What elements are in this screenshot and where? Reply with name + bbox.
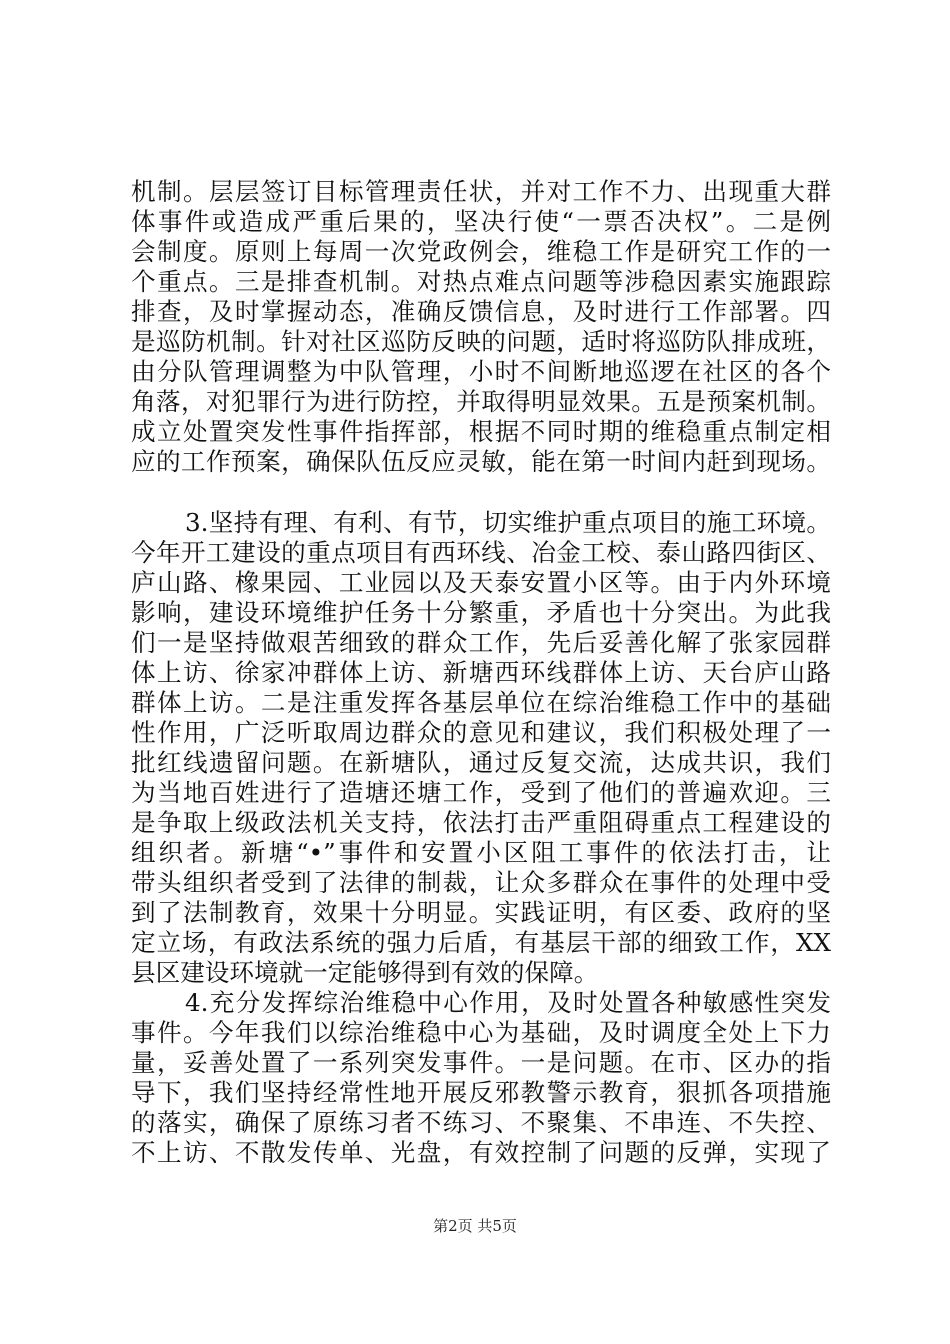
paragraph-2-line-1: 3.坚持有理、有利、有节，切实维护重点项目的施工环境。	[185, 508, 831, 537]
paragraph-2-line-14: 到了法制教育，效果十分明显。实践证明，有区委、政府的坚	[131, 898, 831, 927]
paragraph-2-line-4: 影响，建设环境维护任务十分繁重，矛盾也十分突出。为此我	[131, 598, 831, 627]
paragraph-3-line-2: 事件。今年我们以综治维稳中心为基础，及时调度全处上下力	[131, 1018, 831, 1047]
paragraph-2-line-10: 为当地百姓进行了造塘还塘工作，受到了他们的普遍欢迎。三	[131, 778, 831, 807]
paragraph-3-line-3: 量，妥善处置了一系列突发事件。一是问题。在市、区办的指	[131, 1048, 831, 1077]
paragraph-1-line-9: 成立处置突发性事件指挥部，根据不同时期的维稳重点制定相	[131, 417, 831, 446]
paragraph-3-line-6: 不上访、不散发传单、光盘，有效控制了问题的反弹，实现了	[131, 1138, 831, 1167]
paragraph-1-line-5: 排查，及时掌握动态，准确反馈信息，及时进行工作部署。四	[131, 297, 831, 326]
paragraph-2-line-6: 体上访、徐家冲群体上访、新塘西环线群体上访、天台庐山路	[131, 658, 831, 687]
paragraph-1-line-7: 由分队管理调整为中队管理，小时不间断地巡逻在社区的各个	[131, 357, 831, 386]
paragraph-1-line-1: 机制。层层签订目标管理责任状，并对工作不力、出现重大群	[131, 177, 831, 206]
paragraph-1-line-2: 体事件或造成严重后果的，坚决行使“一票否决权”。二是例	[131, 207, 831, 236]
paragraph-2-line-8: 性作用，广泛听取周边群众的意见和建议，我们积极处理了一	[131, 718, 831, 747]
paragraph-2-line-12: 组织者。新塘“•”事件和安置小区阻工事件的依法打击，让	[131, 838, 831, 867]
paragraph-2-line-3: 庐山路、橡果园、工业园以及天泰安置小区等。由于内外环境	[131, 568, 831, 597]
paragraph-1-line-3: 会制度。原则上每周一次党政例会，维稳工作是研究工作的一	[131, 237, 831, 266]
paragraph-2-line-5: 们一是坚持做艰苦细致的群众工作，先后妥善化解了张家园群	[131, 628, 831, 657]
paragraph-2-line-7: 群体上访。二是注重发挥各基层单位在综治维稳工作中的基础	[131, 688, 831, 717]
paragraph-1-line-8: 角落，对犯罪行为进行防控，并取得明显效果。五是预案机制。	[131, 387, 831, 416]
paragraph-3-line-1: 4.充分发挥综治维稳中心作用，及时处置各种敏感性突发	[185, 988, 831, 1017]
page-number-footer: 第2页 共5页	[433, 1217, 517, 1235]
paragraph-2-line-11: 是争取上级政法机关支持，依法打击严重阻碍重点工程建设的	[131, 808, 831, 837]
paragraph-3-line-5: 的落实，确保了原练习者不练习、不聚集、不串连、不失控、	[131, 1108, 831, 1137]
paragraph-1-line-10: 应的工作预案，确保队伍反应灵敏，能在第一时间内赶到现场。	[131, 447, 831, 476]
paragraph-2-line-9: 批红线遗留问题。在新塘队，通过反复交流，达成共识，我们	[131, 748, 831, 777]
paragraph-2-line-15: 定立场，有政法系统的强力后盾，有基层干部的细致工作，XX	[131, 928, 831, 957]
paragraph-1-line-6: 是巡防机制。针对社区巡防反映的问题，适时将巡防队排成班，	[131, 327, 831, 356]
paragraph-2-line-2: 今年开工建设的重点项目有西环线、冶金工校、泰山路四街区、	[131, 538, 831, 567]
paragraph-3-line-4: 导下，我们坚持经常性地开展反邪教警示教育，狠抓各项措施	[131, 1078, 831, 1107]
paragraph-1-line-4: 个重点。三是排查机制。对热点难点问题等涉稳因素实施跟踪	[131, 267, 831, 296]
paragraph-2-line-13: 带头组织者受到了法律的制裁，让众多群众在事件的处理中受	[131, 868, 831, 897]
paragraph-2-line-16: 县区建设环境就一定能够得到有效的保障。	[131, 958, 599, 987]
